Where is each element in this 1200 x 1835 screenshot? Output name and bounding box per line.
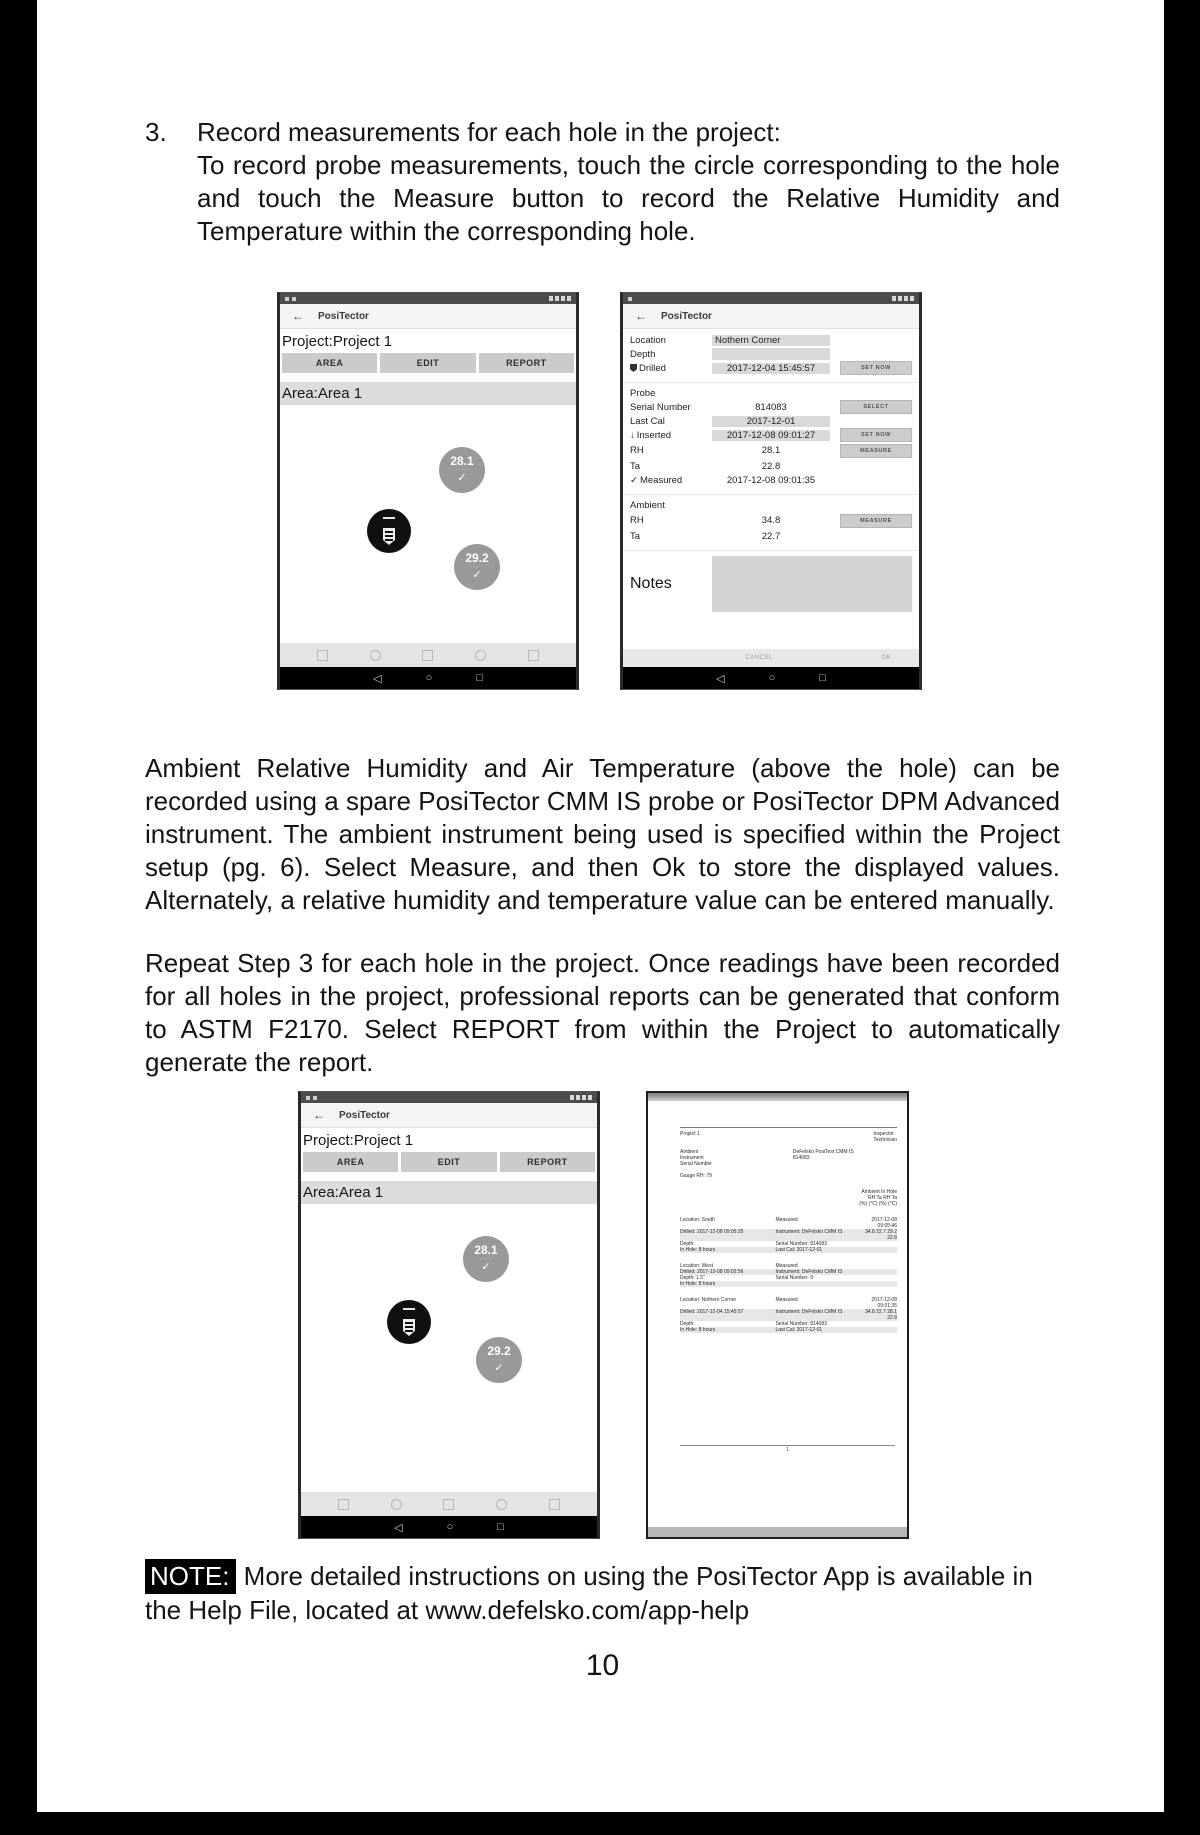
down-arrow-icon: ↓ — [630, 429, 635, 441]
location-input[interactable]: Nothern Corner — [712, 335, 830, 346]
toolbar-icon-4[interactable] — [475, 650, 486, 661]
page-edge-bottom — [0, 1812, 1200, 1835]
location-label: Location — [630, 334, 666, 346]
hole-circle-29-2[interactable]: 29.2 ∙∙∙∙∙ ✓ — [454, 544, 500, 590]
check-icon: ✓ — [472, 569, 482, 581]
probe-marker[interactable] — [367, 509, 411, 553]
report-preview-screenshot — [646, 1091, 909, 1539]
toolbar-icon-5[interactable] — [528, 650, 539, 661]
report-title: Project 1 — [680, 1131, 700, 1137]
area-label: Area:Area 1 — [280, 382, 576, 405]
android-nav-bar — [301, 1516, 597, 1538]
check-icon: ✓ — [481, 1261, 491, 1273]
section-divider — [623, 487, 919, 495]
report-serial-label: Serial Number — [680, 1161, 712, 1167]
report-instrument-value: DeFelsko PosiTest CMM IS — [792, 1149, 854, 1155]
app-area-screenshot-2 — [298, 1091, 600, 1539]
android-nav-bar — [623, 667, 919, 689]
bottom-toolbar — [280, 643, 576, 667]
ta-label: Ta — [630, 460, 641, 472]
nav-home-icon[interactable]: ○ — [425, 672, 433, 684]
probe-icon — [383, 517, 395, 519]
measured-value: 2017-12-08 09:01:35 — [726, 474, 816, 486]
ok-button[interactable]: OK — [881, 655, 891, 661]
check-icon: ✓ — [630, 474, 638, 486]
nav-recents-icon[interactable]: □ — [819, 672, 826, 684]
nav-recents-icon[interactable]: □ — [476, 672, 483, 684]
depth-input[interactable] — [712, 348, 830, 360]
tab-edit[interactable]: EDIT — [380, 353, 475, 373]
report-serial-value: 814083 — [792, 1155, 810, 1161]
back-arrow-icon[interactable]: ← — [635, 309, 647, 323]
project-label: Project:Project 1 — [303, 1132, 414, 1149]
tab-area[interactable]: AREA — [282, 353, 377, 373]
tab-edit[interactable]: EDIT — [401, 1152, 496, 1172]
report-column-headers: Ambient In Hole RH Ta RH Ta (%) (°C) (%) (°C) — [859, 1189, 897, 1207]
area-map-canvas — [301, 1204, 597, 1492]
bottom-toolbar — [301, 1492, 597, 1516]
note-label: NOTE: — [145, 1559, 236, 1594]
report-gauge-line: Gauge RH: 79 — [680, 1173, 712, 1179]
drilled-set-now-button[interactable]: SET NOW — [840, 361, 912, 375]
notification-icons — [306, 1096, 317, 1100]
report-page-footer: 1 — [680, 1445, 895, 1453]
status-icons — [892, 296, 914, 301]
step-3-item — [145, 0, 1060, 248]
hole-detail-screenshot — [620, 292, 922, 690]
page-number: 10 — [585, 1649, 620, 1682]
toolbar-icon-1[interactable] — [338, 1499, 349, 1510]
bottom-action-bar — [623, 649, 919, 667]
status-bar — [623, 293, 919, 304]
area-map-canvas — [280, 405, 576, 643]
app-title: PosiTector — [661, 310, 712, 322]
cancel-button[interactable]: CANCEL — [745, 655, 773, 661]
report-rule — [680, 1127, 897, 1128]
app-title: PosiTector — [318, 310, 369, 322]
probe-section-header: Probe — [630, 387, 656, 399]
app-title: PosiTector — [339, 1109, 390, 1121]
probe-marker[interactable] — [387, 1300, 431, 1344]
report-ambient-label: Ambient — [680, 1149, 699, 1155]
report-instrument-label: Instrument — [680, 1155, 704, 1161]
report-block-west: Location: West Measured Drilled: 2017-12-08 09:02:56 Instrument: DeFelsko CMM IS Depth: 1.5" Serial Number: 9 In Hole: 8 hours — [680, 1263, 897, 1287]
project-label: Project:Project 1 — [282, 333, 393, 350]
ambient-ta-value: 22.7 — [761, 530, 781, 542]
serial-number-label: Serial Number — [630, 401, 691, 413]
toolbar-icon-4[interactable] — [496, 1499, 507, 1510]
section-divider — [623, 375, 919, 383]
ambient-section-header: Ambient — [630, 499, 665, 511]
section-divider — [623, 543, 919, 551]
last-cal-value: 2017-12-01 — [712, 416, 830, 427]
ta-value: 22.8 — [761, 460, 781, 472]
hole-circle-28-1[interactable]: 28.1 ∙∙∙∙∙ ✓ — [463, 1236, 509, 1282]
ambient-rh-label: RH — [630, 515, 644, 526]
report-block-south: Location: South Measured 2017-12-08 09:05:46 Drilled: 2017-12-08 09:05:25 Instrument: DeFelsko CMM IS 34.8 22.7 29.2 22.8 Depth: Serial Number: 814083 In Hole: 8 hours Last Cal: 2017-12-01 — [680, 1217, 897, 1253]
tab-report[interactable]: REPORT — [500, 1152, 595, 1172]
status-bar — [280, 293, 576, 304]
nav-home-icon[interactable]: ○ — [768, 672, 776, 684]
back-arrow-icon[interactable]: ← — [292, 309, 304, 323]
repeat-paragraph: Repeat Step 3 for each hole in the project. Once readings have been recorded for all holes in the project, professional reports can be generated that conform to ASTM F2170. Select REPORT from within the Project to automatically generate the report. — [145, 948, 1060, 1077]
nav-back-icon[interactable]: ◁ — [716, 672, 725, 685]
toolbar-icon-3[interactable] — [422, 650, 433, 661]
step-body: To record probe measurements, touch the circle corresponding to the hole and touch the Measure button to record the Relative Humidity and Temperature within the corresponding hole. — [197, 150, 1060, 246]
back-arrow-icon[interactable]: ← — [313, 1108, 325, 1122]
check-icon: ✓ — [457, 472, 467, 484]
page-edge-right — [1164, 0, 1200, 1835]
probe-icon — [383, 528, 395, 545]
toolbar-icon-2[interactable] — [370, 650, 381, 661]
nav-home-icon[interactable]: ○ — [446, 1521, 454, 1533]
page-edge-left — [0, 0, 37, 1835]
notes-label: Notes — [630, 575, 672, 592]
android-nav-bar — [280, 667, 576, 689]
notification-icons — [285, 297, 296, 301]
ambient-measure-button[interactable]: MEASURE — [840, 514, 912, 528]
note-block — [145, 1559, 1060, 1627]
check-icon: ✓ — [494, 1362, 504, 1374]
report-inspector-label: Inspector — [873, 1131, 894, 1137]
status-icons — [549, 296, 571, 301]
shield-icon — [630, 364, 637, 372]
ambient-rh-value: 34.8 — [761, 515, 781, 526]
report-bottom-bar — [648, 1527, 907, 1537]
inserted-set-now-button[interactable]: SET NOW — [840, 428, 912, 442]
probe-icon — [403, 1319, 415, 1336]
toolbar-icon-5[interactable] — [549, 1499, 560, 1510]
rh-label: RH — [630, 445, 644, 456]
note-text: More detailed instructions on using the PosiTector App is available in the Help File, located at www.defelsko.com/app-help — [145, 1561, 1033, 1625]
hole-circle-29-2[interactable]: 29.2 ∙∙∙∙∙ ✓ — [476, 1337, 522, 1383]
rh-measure-button[interactable]: MEASURE — [840, 444, 912, 458]
nav-back-icon[interactable]: ◁ — [373, 672, 382, 685]
toolbar-icon-3[interactable] — [443, 1499, 454, 1510]
serial-number-value: 814083 — [755, 401, 787, 413]
area-label: Area:Area 1 — [301, 1181, 597, 1204]
tab-area[interactable]: AREA — [303, 1152, 398, 1172]
inserted-value: 2017-12-08 09:01:27 — [712, 430, 830, 441]
rh-value: 28.1 — [761, 445, 781, 456]
step-title: Record measurements for each hole in the project: — [197, 117, 781, 147]
ambient-ta-label: Ta — [630, 530, 641, 542]
toolbar-icon-1[interactable] — [317, 650, 328, 661]
probe-icon — [403, 1308, 415, 1310]
inserted-label: Inserted — [636, 429, 672, 441]
hole-circle-28-1[interactable]: 28.1 ∙∙∙∙∙ ✓ — [439, 447, 485, 493]
nav-recents-icon[interactable]: □ — [497, 1521, 504, 1533]
nav-back-icon[interactable]: ◁ — [394, 1521, 403, 1534]
step-number: 3. — [145, 117, 167, 147]
measured-label: Measured — [639, 474, 683, 486]
drilled-value: 2017-12-04 15:45:57 — [712, 363, 830, 374]
last-cal-label: Last Cal — [630, 415, 665, 427]
serial-select-button[interactable]: SELECT — [840, 400, 912, 414]
report-technician-label: Technician — [873, 1137, 897, 1143]
notes-input[interactable] — [712, 556, 912, 612]
ambient-paragraph: Ambient Relative Humidity and Air Temperature (above the hole) can be recorded using a spare PosiTector CMM IS probe or PosiTector DPM Advanced instrument. The ambient instrument being used is specified within the Project setup (pg. 6). Select Measure, and then Ok to store the displayed values. Alternately, a relative humidity and temperature value can be entered manually. — [145, 753, 1060, 915]
report-block-nothern-corner: Location: Nothern Corner Measured 2017-12-08 09:01:35 Drilled: 2017-12-04 15:45:57 Instrument: DeFelsko CMM IS 34.8 22.7 28.1 22.8 Depth: Serial Number: 814083 In Hole: 8 hours Last Cal: 2017-12-01 — [680, 1297, 897, 1333]
app-area-screenshot — [277, 292, 579, 690]
toolbar-icon-2[interactable] — [391, 1499, 402, 1510]
report-window-bar — [648, 1093, 907, 1101]
notification-icons — [628, 297, 632, 301]
status-bar — [301, 1092, 597, 1103]
depth-label: Depth — [630, 348, 656, 360]
drilled-label: Drilled — [639, 362, 666, 374]
status-icons — [570, 1095, 592, 1100]
tab-report[interactable]: REPORT — [479, 353, 574, 373]
